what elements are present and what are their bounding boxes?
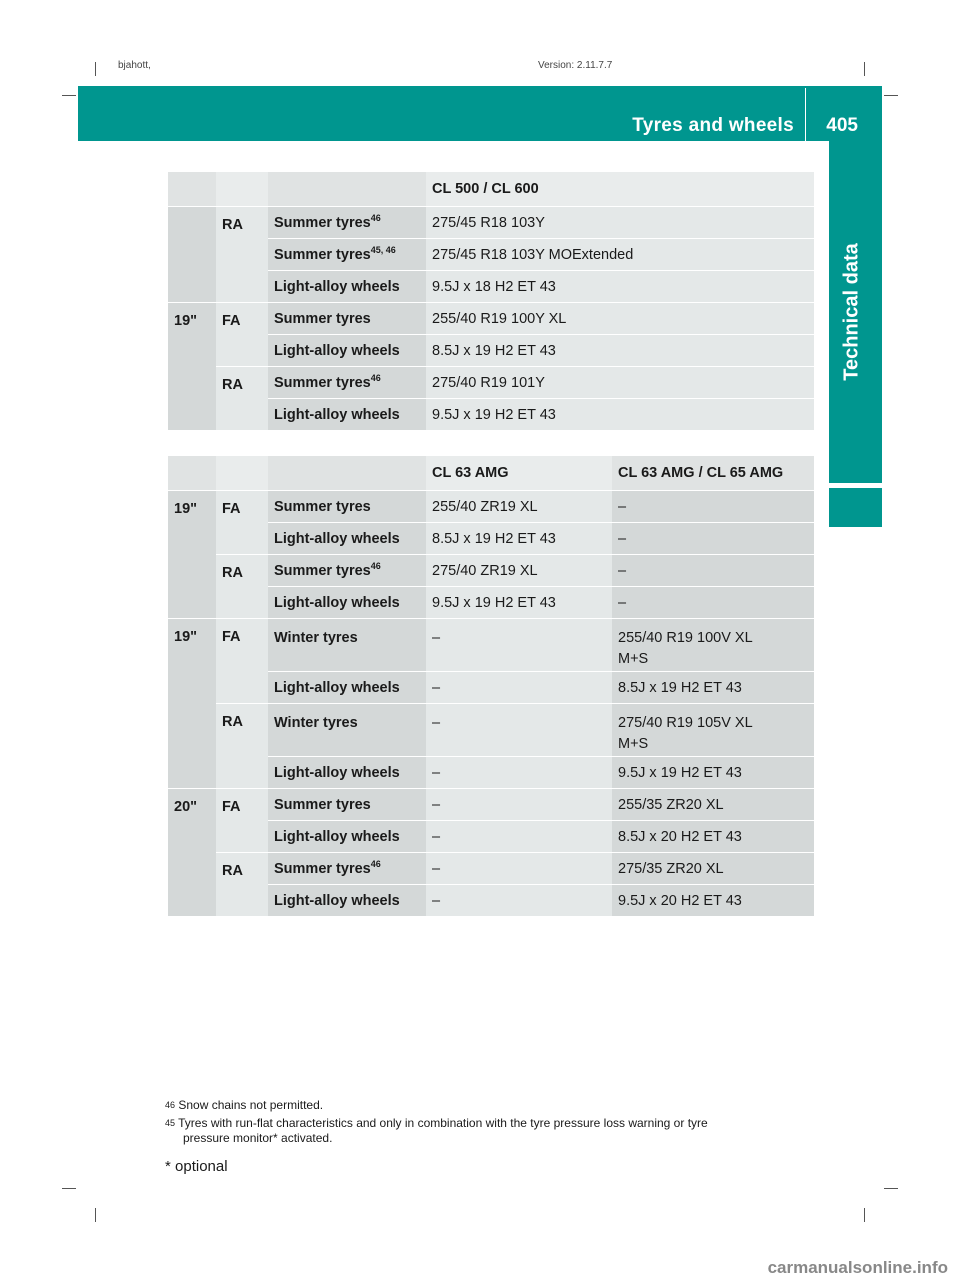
tyre-table-amg [168, 456, 814, 917]
column-header: CL 500 / CL 600 [426, 172, 814, 207]
axle-cell: FA [216, 789, 268, 853]
spec-value: 275/40 R19 101Y [426, 367, 814, 399]
footnote [165, 1098, 323, 1112]
tyre-type: Summer tyres [268, 303, 426, 335]
footnote-ref: 46 [370, 858, 381, 869]
footnote-continuation: pressure monitor* activated. [183, 1131, 333, 1145]
spec-value: – [426, 619, 612, 672]
tyre-type: Light-alloy wheels [268, 885, 426, 917]
spec-value: 8.5J x 20 H2 ET 43 [612, 821, 814, 853]
spec-value: 275/45 R18 103Y [426, 207, 814, 239]
spec-value: – [426, 789, 612, 821]
spec-value: 8.5J x 19 H2 ET 43 [426, 523, 612, 555]
column-header: CL 63 AMG [426, 456, 612, 491]
page-number: 405 [826, 115, 858, 136]
column-header: CL 63 AMG / CL 65 AMG [612, 456, 814, 491]
chapter-marker [829, 488, 882, 527]
spec-value: 255/40 ZR19 XL [426, 491, 612, 523]
footnote-ref: 46 [370, 372, 381, 383]
spec-value: – [426, 672, 612, 704]
tyre-type: Summer tyres [274, 374, 371, 391]
footnote-number: 45 [165, 1118, 176, 1128]
footnote-text: Tyres with run-flat characteristics and only in combination with the tyre pressure loss warning or tyre [178, 1116, 708, 1130]
footnote [165, 1116, 708, 1130]
table-row [168, 853, 814, 885]
footnote-ref: 46 [370, 560, 381, 571]
spec-value: 9.5J x 19 H2 ET 43 [612, 757, 814, 789]
spec-value: 9.5J x 20 H2 ET 43 [612, 885, 814, 917]
table-row [168, 367, 814, 399]
spec-value: – [426, 853, 612, 885]
axle-cell: RA [216, 853, 268, 917]
table-row [168, 789, 814, 821]
tyre-type: Summer tyres [274, 860, 371, 877]
tyre-type: Light-alloy wheels [268, 587, 426, 619]
watermark: carmanualsonline.info [767, 1258, 948, 1277]
table-row [168, 619, 814, 672]
table-header-row [168, 456, 814, 491]
table-row [168, 555, 814, 587]
spec-value: 255/35 ZR20 XL [612, 789, 814, 821]
spec-value-suffix: M+S [618, 651, 649, 667]
tyre-table-cl500 [168, 172, 814, 431]
axle-cell: RA [216, 367, 268, 431]
spec-value: 255/40 R19 100V XL [618, 630, 753, 646]
spec-value: – [426, 757, 612, 789]
print-meta-right: Version: 2.11.7.7 [538, 60, 613, 71]
footnote-text: Snow chains not permitted. [178, 1098, 324, 1112]
wheel-size-cell: 19" [168, 491, 216, 619]
crop-mark [864, 1208, 865, 1222]
tyre-type: Light-alloy wheels [268, 399, 426, 431]
tyre-type: Light-alloy wheels [268, 672, 426, 704]
axle-cell: RA [216, 207, 268, 303]
crop-mark [62, 95, 76, 96]
tyre-type: Summer tyres [268, 789, 426, 821]
spec-value: 9.5J x 19 H2 ET 43 [426, 587, 612, 619]
table-row [168, 491, 814, 523]
chapter-label: Technical data [840, 243, 863, 381]
spec-value: – [426, 704, 612, 757]
spec-value: 8.5J x 19 H2 ET 43 [612, 672, 814, 704]
axle-cell: FA [216, 619, 268, 704]
table-row [168, 303, 814, 335]
spec-value: – [612, 491, 814, 523]
crop-mark [884, 95, 898, 96]
spec-value: – [612, 555, 814, 587]
axle-cell: RA [216, 555, 268, 619]
spec-value: – [612, 523, 814, 555]
spec-value: 9.5J x 19 H2 ET 43 [426, 399, 814, 431]
optional-note: * optional [165, 1158, 228, 1175]
axle-cell: RA [216, 704, 268, 789]
page-header [78, 86, 882, 141]
page-title: Tyres and wheels [632, 115, 794, 136]
spec-value: 9.5J x 18 H2 ET 43 [426, 271, 814, 303]
crop-mark [864, 62, 865, 76]
spec-value: – [426, 821, 612, 853]
spec-value-suffix: M+S [618, 736, 649, 752]
wheel-size-cell: 19" [168, 303, 216, 431]
print-meta-left: bjahott, [118, 60, 151, 71]
header-divider [805, 88, 806, 141]
tyre-type: Light-alloy wheels [268, 757, 426, 789]
crop-mark [884, 1188, 898, 1189]
crop-mark [95, 1208, 96, 1222]
tyre-type: Light-alloy wheels [268, 271, 426, 303]
tyre-type: Light-alloy wheels [268, 523, 426, 555]
spec-value: 255/40 R19 100Y XL [426, 303, 814, 335]
wheel-size-cell: 19" [168, 619, 216, 789]
tyre-type: Summer tyres [274, 246, 371, 263]
tyre-type: Light-alloy wheels [268, 821, 426, 853]
tyre-type: Light-alloy wheels [268, 335, 426, 367]
tyre-type: Winter tyres [268, 704, 426, 757]
footnote-number: 46 [165, 1100, 176, 1110]
wheel-size-cell: 20" [168, 789, 216, 917]
spec-value: – [612, 587, 814, 619]
tyre-type: Summer tyres [268, 491, 426, 523]
spec-value: 275/35 ZR20 XL [612, 853, 814, 885]
footnote-ref: 45, 46 [370, 244, 396, 255]
spec-value: – [426, 885, 612, 917]
table-row [168, 704, 814, 757]
crop-mark [95, 62, 96, 76]
spec-value: 275/45 R18 103Y MOExtended [426, 239, 814, 271]
tyre-type: Summer tyres [274, 562, 371, 579]
spec-value: 8.5J x 19 H2 ET 43 [426, 335, 814, 367]
axle-cell: FA [216, 303, 268, 367]
crop-mark [62, 1188, 76, 1189]
spec-value: 275/40 R19 105V XL [618, 715, 753, 731]
tyre-type: Winter tyres [268, 619, 426, 672]
tyre-type: Summer tyres [274, 214, 371, 231]
footnote-ref: 46 [370, 212, 381, 223]
table-header-row [168, 172, 814, 207]
table-row [168, 207, 814, 239]
spec-value: 275/40 ZR19 XL [426, 555, 612, 587]
axle-cell: FA [216, 491, 268, 555]
